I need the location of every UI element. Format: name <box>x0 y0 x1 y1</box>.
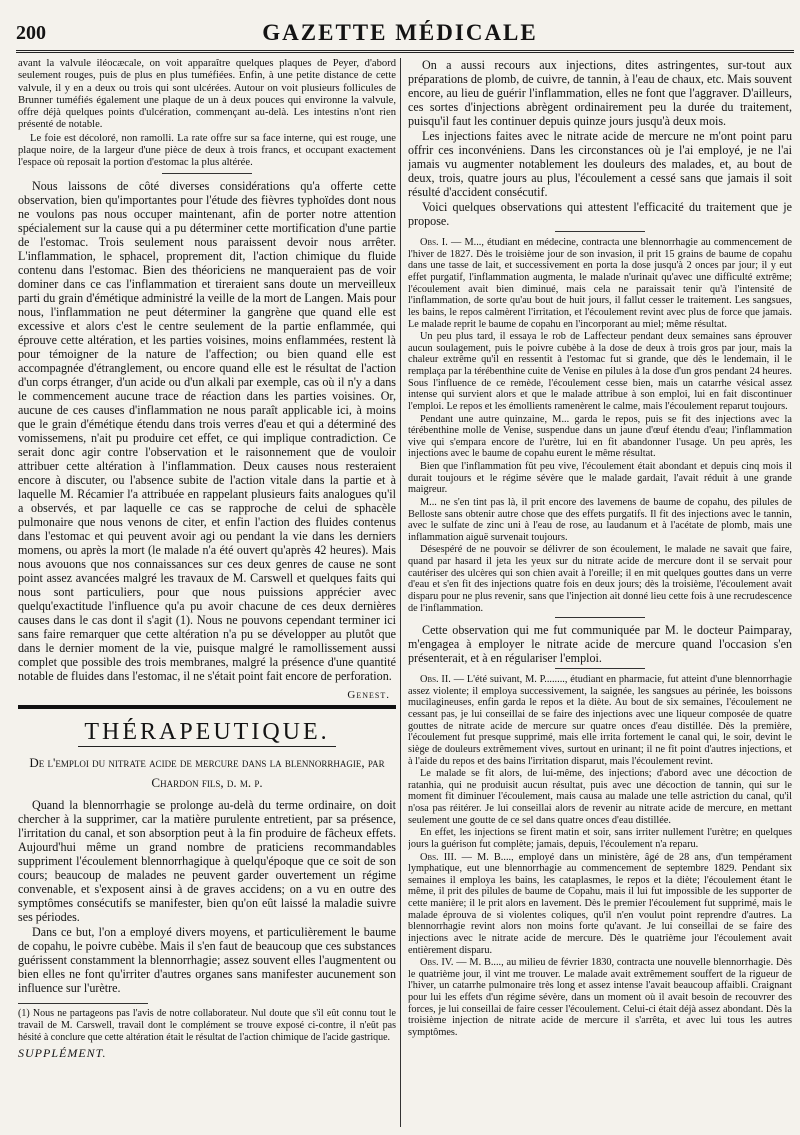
article-middle <box>408 623 792 665</box>
obs-text: L'été suivant, M. P........, étudiant en pharmacie, fut atteint d'une blennorrhagie assez violente; il employa successivement, la saignée, les sangsues au périnée, les boissons mucilagineuses, enfin garda le repos et la diète. Au bout de six semaines, l'écoulement ne cessant pas, je lui conseillai de se faire des injections avec une liqueur composée de quatre gouttes de nitrate acide de mercure sur quatre onces d'eau distillée. Dès la première, l'écoulement fut presque supprimé, mais elle irrita fortement le canal qui, le soir, devint le siège de douleurs extrêmement vives, surtout en urinant; il ne fit point d'autres injections, et à l'aide du repos et des bains l'irritation disparut, mais l'écoulement revint. <box>408 674 792 767</box>
supplement-label: SUPPLÉMENT. <box>18 1046 107 1061</box>
article-title-text: De l'emploi du nitrate acide de mercure dans la blennorrhagie, <box>29 755 365 771</box>
obs-lead: Obs. II. — <box>420 674 467 686</box>
observation-1 <box>408 237 792 614</box>
footnote <box>18 1008 396 1043</box>
article-paragraph: On a aussi recours aux injections, dites astringentes, sur-tout aux préparations de plomb, de cuivre, de tannin, à l'eau de chaux, etc. Mais souvent encore, au lieu de guérir l'inflammation, elles ne font que l'aggraver. D'ailleurs, ces sortes d'injections abrègent ordinairement peu la durée du traitement, puisqu'il faut les continuer depuis quinze jours jusqu'à deux mois. <box>408 58 792 129</box>
section-title-text: THÉRAPEUTIQUE. <box>78 719 335 747</box>
footnote-text: (1) Nous ne partageons pas l'avis de notre collaborateur. Nul doute que s'il eût connu tout le travail de M. Carswell, travail dont le complément se trouve exposé ci-contre, il n'eût pas hésité à conclure que cette altération était le résultat de l'action chimique de l'acide gastrique. <box>18 1008 396 1043</box>
obs-paragraph <box>408 957 792 1038</box>
obs-text: Pendant une autre quinzaine, M... garda le repos, puis se fit des injections avec la térébenthine molle de Venise, suspendue dans un jaune d'œuf étendu d'eau; l'inflammation vive qui s'empara encore de l'urètre, lui en fit abandonner l'usage. Un peu après, les injections avec le baume de copahu eurent le même résultat. <box>408 413 792 460</box>
author-signature: Genest. <box>347 689 390 702</box>
article-author: par Chardon fils, d. m. p. <box>151 755 385 790</box>
obs-text: Désespéré de ne pouvoir se délivrer de son écoulement, le malade ne savait que faire, quand par hasard il jeta les yeux sur du nitrate acide de mercure dont il se servait pour cautériser des ulcères qui son chien avait à l'oreille; il en mit quelques gouttes dans un verre d'eau et s'en fit des injections quatre fois en deux jours; dès la troisième, l'écoulement avait disparu pour ne plus revenir, sans que l'injection ait donné lieu cette fois à une recrudescence de l'inflammation. <box>408 544 792 614</box>
article-title <box>18 753 396 792</box>
observation-2 <box>408 674 792 850</box>
section-title <box>18 719 396 747</box>
obs-paragraph <box>408 827 792 850</box>
obs-paragraph <box>408 461 792 496</box>
obs-text: M. B...., au milieu de février 1830, contracta une nouvelle blennorrhagie. Dès le quatrième jour, il vint me trouver. Le malade avait extrêmement souffert de la rigueur de l'hiver, un catarrhe pulmonaire très long et assez intense l'avait beaucoup affaibli. Craignant pour lui les effets d'un régime sévère, dans un moment où il avait besoin de recouvrer des forces, je lui conseillai de faire cesser l'écoulement. Celui-ci était déjà assez abondant. Dès la troisième injection de nitrate acide de mercure il s'arrêta, et avec lui tous les autres symptômes. <box>408 957 792 1038</box>
obs-text: Le malade se fit alors, de lui-même, des injections; d'abord avec une décoction de ratanhia, qui ne produisit aucun résultat, puis avec une décoction de tannin, qui sur le moment fit diminuer l'écoulement, mais causa au malade une telle astriction du canal, qu'il n'osa pas réitérer. Je lui conseillai alors de revenir au nitrate acide de mercure, en mettant seulement une goutte de ce sel dans quatre onces d'eau distillée. <box>408 768 792 826</box>
autopsy-text <box>18 58 396 170</box>
obs-text: Bien que l'inflammation fût peu vive, l'écoulement était abondant et depuis cinq mois il durait toujours et le régime sévère que le malade gardait, l'avait réduit à une grande maigreur. <box>408 461 792 496</box>
obs-lead: Obs. III. — <box>420 851 478 863</box>
obs-paragraph <box>408 768 792 826</box>
obs-text: M... ne s'en tint pas là, il prit encore des lavemens de baume de copahu, des pilules de Belloste sans obtenir autre chose que des effets purgatifs. Il fit des injections avec le tannin, avec le sulfate de zinc uni à l'eau de rose, au laudanum et à l'acétate de plomb, mais une inflammation aiguë survenait toujours. <box>408 496 792 543</box>
obs-text: M..., étudiant en médecine, contracta une blennorrhagie au commencement de l'hiver de 1827. Dès le troisième jour de son invasion, il prit 15 grains de baume de copahu dans une tasse de lait, et successivement en porta la dose jusqu'à 2 onces par jour; il y eut effet purgatif, l'inflammation augmenta, le malade n'urinait qu'avec une difficulté extrême; l'écoulement avait bien diminué, mais cela ne paraissait tenir qu'à l'intensité de l'inflammation, de sorte qu'au bout de huit jours, il fallut cesser le traitement. Les sangsues, les bains, le repos calmèrent l'irritation, et l'écoulement revint avec plus de force que jamais. Le malade reprit le baume de copahu en l'incorporant au miel; même résultat. <box>408 237 792 330</box>
column-divider <box>400 58 401 1127</box>
footnote-rule <box>18 1003 148 1004</box>
obs-paragraph <box>408 544 792 614</box>
page-number: 200 <box>16 22 46 44</box>
obs-paragraph <box>408 237 792 330</box>
obs-paragraph <box>408 852 792 957</box>
article-paragraph: Quand la blennorrhagie se prolonge au-delà du terme ordinaire, on doit chercher à la supprimer, car la matière purulente entretient, par sa présence, l'irritation du canal, et son absorption peut à la fin produire de fâcheux effets. Aujourd'hui même un grand nombre de praticiens recommandables suppriment l'écoulement blennorrhagique à quelqu'époque que ce soit de son cours; beaucoup de malades ne peuvent garder ouvertement un régime convenable, et s'exposent ainsi à de graves accidens; on a vu en outre des symptômes consécutifs se manifester, bien qu'on eût laissé la maladie suivre ses périodes. <box>18 798 396 925</box>
obs-text: M. B...., employé dans un ministère, âgé de 28 ans, d'un tempérament lymphatique, eut une blennorrhagie au commencement de septembre 1829. Pendant six semaines il employa les bains, les cataplasmes, le repos et la diète; l'écoulement étant le même, il prit des pilules de baume de Copahu, mais il lui fut impossible de les supporter de cette manière; il le prit alors en lavement. Dès le premier l'écoulement fut supprimé, mais le malade éprouva de si violentes coliques, qu'il n'en voulut point reprendre d'autres. La blennorrhagie revint alors non moins forte qu'avant. Je lui conseillai de se faire des injections avec le nitrate acide de mercure. Dès le quatrième jour l'écoulement avait entièrement disparu. <box>408 851 792 956</box>
obs-text: Un peu plus tard, il essaya le rob de Laffecteur pendant deux semaines sans éprouver aucun soulagement, puis le poivre cubèbe à la dose de deux à trois gros par jour, mais la chaleur extrême qu'il en ressentit à l'estomac fut si grande, que dès le lendemain, il le remplaça par la térébenthine cuite de Venise en pilules à la dose d'un gros pendant 24 heures. Sous l'influence de ce remède, l'écoulement cesse bien, mais un catarrhe vésical assez intense qui survient alors et que le malade attribue à son emploi, lui en fait discontinuer l'emploi. Le repos et les émollients ramenèrent le calme, mais l'écoulement reparut toujours. <box>408 331 792 412</box>
header-rule <box>16 50 794 53</box>
article-paragraph: Les injections faites avec le nitrate acide de mercure ne m'ont point paru offrir ces inconvéniens. Dans les circonstances où je l'ai employé, je ne l'ai jamais vu augmenter notablement les douleurs des malades, et, au bout de deux, trois, quatre jours au plus, l'écoulement a cessé sans que jamais il soit résulté d'accident consécutif. <box>408 129 792 200</box>
autopsy-paragraph: avant la valvule iléocæcale, on voit apparaître quelques plaques de Peyer, d'abord seulement rouges, puis de plus en plus tuméfiées. Enfin, à une petite distance de cette valvule, il y en a deux ou trois qui sont ulcérées. Autour on voit plusieurs follicules de Brunner tuméfiés également une plaque de un à deux pouces qui environne la valvule, offre déjà quelques points d'ulcération, commençant au-delà. Les intestins n'ont rien présenté de notable. <box>18 58 396 131</box>
discussion-paragraph: Nous laissons de côté diverses considérations qu'a offerte cette observation, bien qu'importantes pour l'étude des fièvres typhoïdes dont nous ne voulons pas nous occuper maintenant, afin de porter notre attention spécialement sur la cause qui a pu déterminer cette mortification d'une partie de l'estomac. Trois seulement nous paraissent devoir nous arrêter. L'inflammation, le sphacel, proprement dit, l'action chimique du fluide contenu dans l'estomac. Bien des théoriciens ne manqueraient pas de voir dominer dans ce cas l'inflammation et tireraient sans doute un merveilleux parti du grain d'émétique administré la veille de la mort de Langen. Mais pour nous, l'inflammation ne peut déterminer la gangrène que quand elle est excessive et alors c'est le centre seulement de la partie enflammée, qui éprouve cette altération, et les parties voisines, moins enflammées, restent là pour témoigner de la nature de l'affection; ou bien quand elle est accompagnée d'étranglement, ou encore quand elle est le résultat de l'action d'un corps étranger, d'un acide ou d'un alkali par exemple, cas où il n'y a dans le commencement aucune trace de réaction dans les parties voisines. Or, aucune de ces causes d'inflammation ne nous paraît applicable ici, à moins que le grain d'émétique étendu dans trois verres d'eau et qui a déterminé des vomissemens, n'ait pu produire cet effet, ce qui implique contradiction. Ce serait donc agir contre l'observation et le raisonnement que de vouloir attribuer cette altération à l'inflammation. Deux causes nous resteraient encore à discuter, ou l'absence subite de l'action vitale dans la partie et à laquelle M. Récamier l'a attribuée en rappelant plusieurs faits analogues qu'il a observés, et par laquelle ce cas se rapproche de celui de sphacèle pulmonaire que nous venons de citer, et enfin l'action des fluides contenus dans l'estomac et qui peuvent avoir agi ou pendant la vie dans les derniers momens, ou après la mort (le malade n'a été ouvert qu'après 42 heures). Mais nous avouons que nos connaissances sur ces deux genres de cause ne sont point assez avancées malgré les travaux de M. Carswell et quelques faits qui nous sont particuliers, pour que nous puissions apprécier avec quelqu'exactitude l'influence qu'a pu avoir chacune de ces deux dernières causes dans le cas dont il s'agit (1). Nous ne pouvons cependant terminer ici sans faire remarquer que cette altération n'a pu se développer au plutôt que dans le dernier moment de la vie, puisque malgré le ramollissement aussi complet que possible des trois membranes, malgré la présence d'une quantité notable de fluides dans l'estomac, il ne s'était point fait encore de perforation. <box>18 178 396 684</box>
left-column <box>18 58 396 1127</box>
autopsy-paragraph: Le foie est décoloré, non ramolli. La rate offre sur sa face interne, qui est rouge, une plaque noire, de la largeur d'une pièce de deux à trois francs, et occupant exactement l'espace où reposait la portion d'estomac la plus altérée. <box>18 132 396 169</box>
article-intro <box>18 798 396 995</box>
obs-lead: Obs. IV. — <box>420 957 470 969</box>
discussion-text <box>18 179 396 684</box>
obs-lead: Obs. I. — <box>420 237 465 249</box>
observation-3 <box>408 852 792 957</box>
separator-rule <box>555 231 645 232</box>
journal-title: GAZETTE MÉDICALE <box>262 20 538 45</box>
article-continuation <box>408 58 792 228</box>
right-column <box>408 58 792 1127</box>
obs-paragraph <box>408 414 792 461</box>
page-header <box>0 0 800 52</box>
separator-rule <box>555 668 645 669</box>
obs-paragraph <box>408 497 792 544</box>
article-paragraph: Voici quelques observations qui attestent l'efficacité du traitement que je propose. <box>408 200 792 229</box>
separator-rule <box>162 173 252 174</box>
section-rule <box>18 705 396 709</box>
article-paragraph: Cette observation qui me fut communiquée par M. le docteur Paimparay, m'engagea à employer le nitrate acide de mercure quand l'occasion s'en présenterait, et à en régulariser l'emploi. <box>408 623 792 666</box>
obs-paragraph <box>408 331 792 412</box>
observation-4 <box>408 957 792 1038</box>
article-paragraph: Dans ce but, l'on a employé divers moyens, et particulièrement le baume de copahu, le poivre cubèbe. Mais il s'en faut de beaucoup que ces substances guérissent constamment la blennorrhagie; assez souvent elles l'augmentent ou bien elles ne font qu'irriter d'autres organes sans manifester aucunement son influence sur l'urètre. <box>18 925 396 996</box>
obs-text: En effet, les injections se firent matin et soir, sans irriter nullement l'urètre; en quelques jours la guérison fut complète; jamais, depuis, l'écoulement n'a reparu. <box>408 827 792 850</box>
separator-rule <box>555 617 645 618</box>
obs-paragraph <box>408 674 792 767</box>
